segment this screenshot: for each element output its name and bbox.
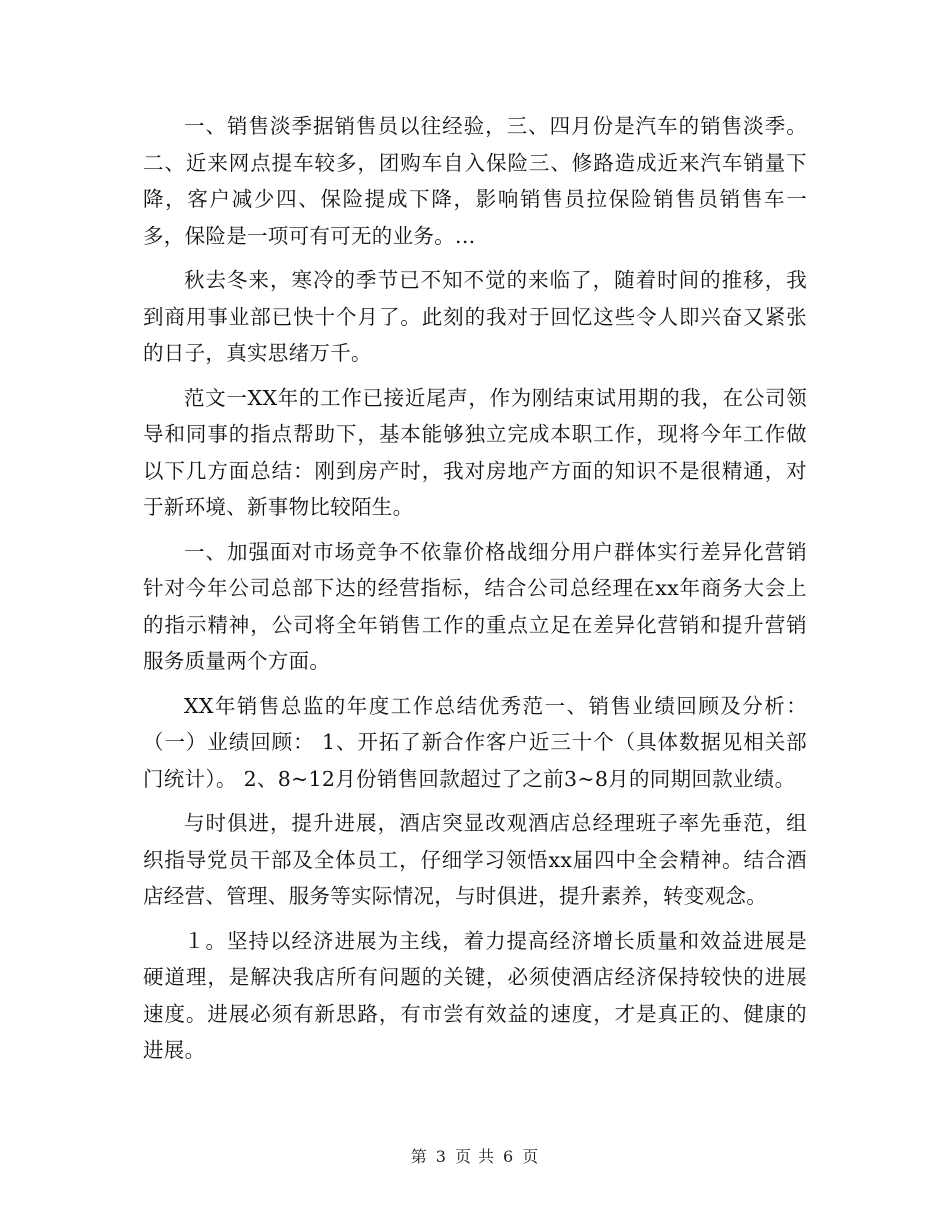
footer-middle: 页 共 <box>454 1147 496 1166</box>
footer-suffix: 页 <box>522 1147 540 1166</box>
paragraph-2: 秋去冬来，寒冷的季节已不知不觉的来临了，随着时间的推移，我到商用事业部已快十个月了。此刻的我对于回忆这些令人即兴奋又紧张的日子，真实思绪万千。 <box>143 268 807 365</box>
paragraph-7: １。坚持以经济进展为主线，着力提高经济增长质量和效益进展是硬道理，是解决我店所有问题的关键，必须使酒店经济保持较快的进展速度。进展必须有新思路，有市尝有效益的速度，才是真正的、健康的进展。 <box>143 928 807 1062</box>
page-footer <box>0 1147 950 1167</box>
paragraph-3: 范文一XX年的工作已接近尾声，作为刚结束试用期的我，在公司领导和同事的指点帮助下，基本能够独立完成本职工作，现将今年工作做以下几方面总结：刚到房产时，我对房地产方面的知识不是很精通，对于新环境、新事物比较陌生。 <box>143 385 807 519</box>
paragraph-4: 一、加强面对市场竞争不依靠价格战细分用户群体实行差异化营销针对今年公司总部下达的经营指标，结合公司总经理在xx年商务大会上的指示精神，公司将全年销售工作的重点立足在差异化营销和提升营销服务质量两个方面。 <box>143 539 807 673</box>
footer-prefix: 第 <box>410 1147 428 1166</box>
footer-current-page: 3 <box>435 1147 447 1166</box>
paragraph-6: 与时俱进，提升进展，酒店突显改观酒店总经理班子率先垂范，组织指导党员干部及全体员工，仔细学习领悟xx届四中全会精神。结合酒店经营、管理、服务等实际情况，与时俱进，提升素养，转变观念。 <box>143 811 807 908</box>
footer-total-pages: 6 <box>503 1147 515 1166</box>
document-body <box>143 108 807 1077</box>
paragraph-5: XX年销售总监的年度工作总结优秀范一、销售业绩回顾及分析：（一）业绩回顾： 1、开拓了新合作客户近三十个（具体数据见相关部门统计）。 2、8~12月份销售回款超过了之前3~8月的同期回款业绩。 <box>143 693 807 791</box>
paragraph-1: 一、销售淡季据销售员以往经验，三、四月份是汽车的销售淡季。二、近来网点提车较多，团购车自入保险三、修路造成近来汽车销量下降，客户减少四、保险提成下降，影响销售员拉保险销售员销售车一多，保险是一项可有可无的业务。... <box>143 114 807 248</box>
